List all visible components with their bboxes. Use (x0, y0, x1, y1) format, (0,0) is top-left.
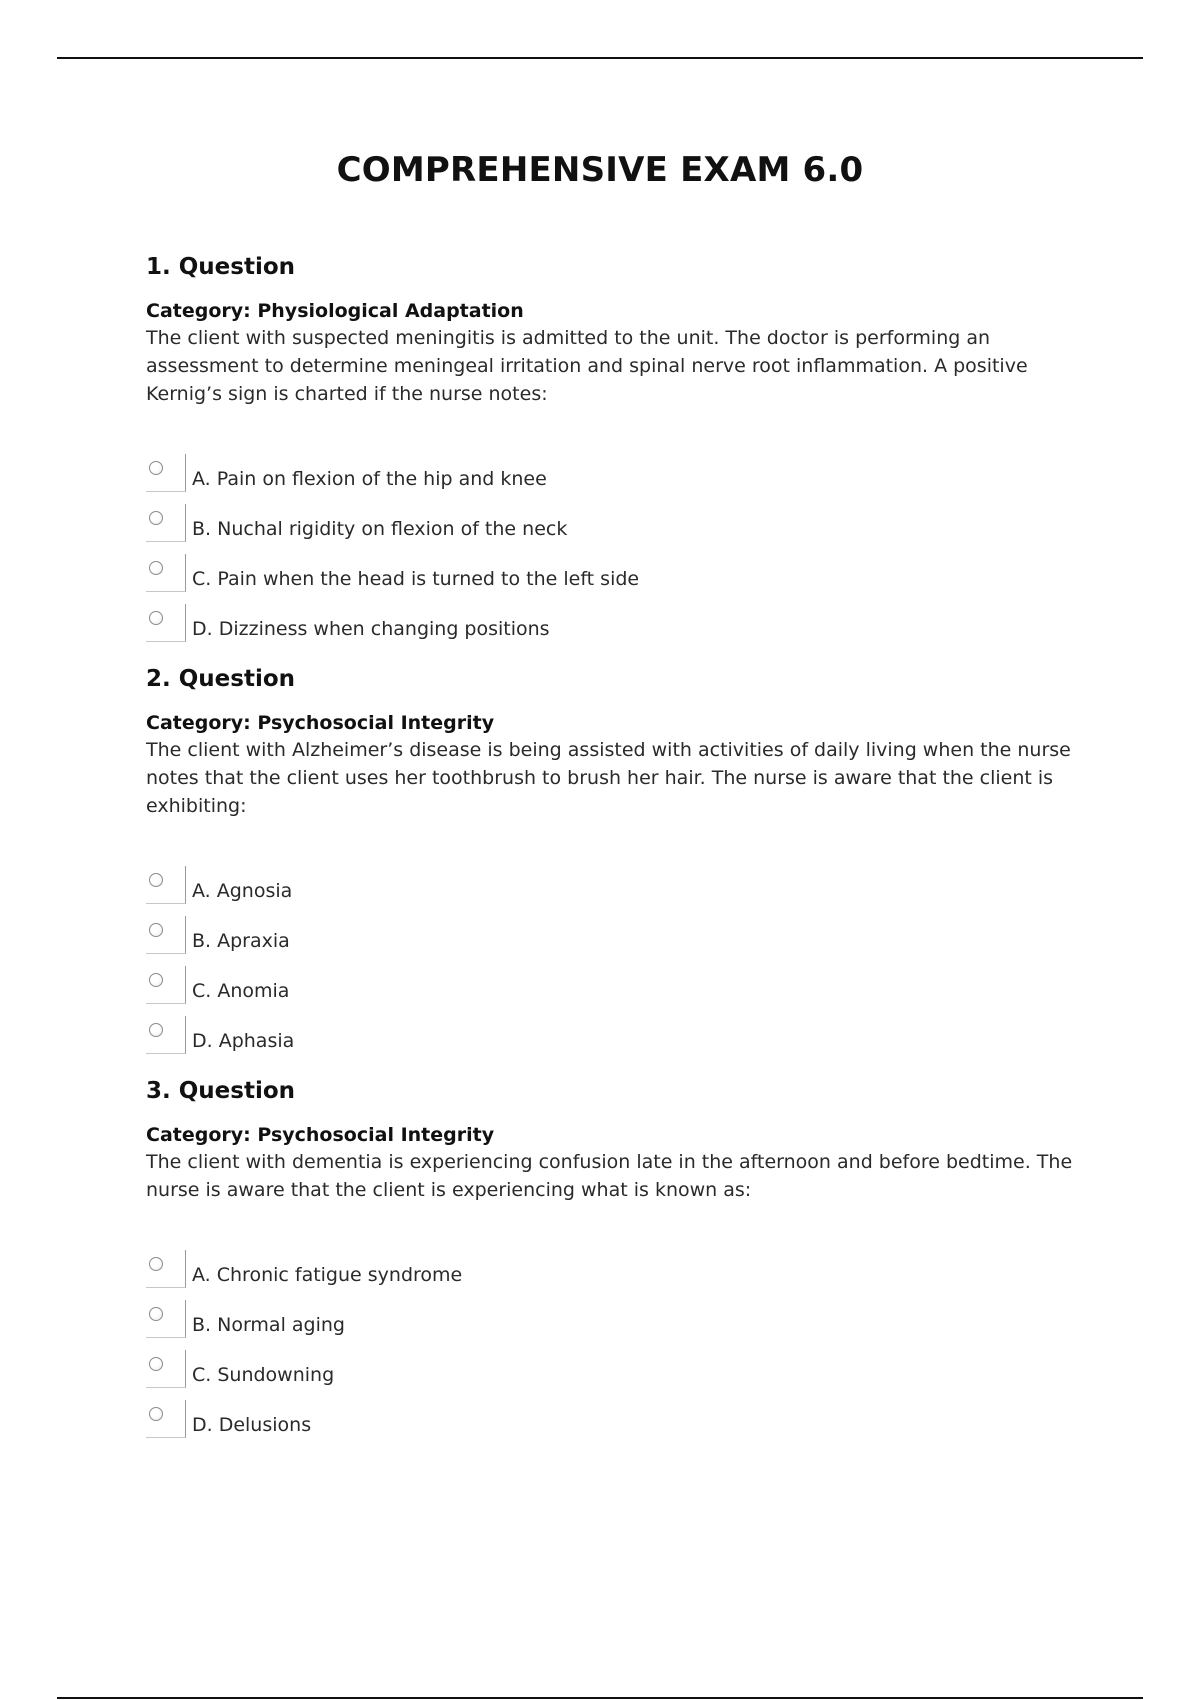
option-label: C. Sundowning (192, 1364, 335, 1386)
radio-circle-icon (149, 611, 163, 625)
radio-circle-icon (149, 1357, 163, 1371)
option-label: A. Agnosia (192, 880, 293, 902)
radio-button[interactable] (146, 916, 186, 954)
answer-option[interactable] (146, 1288, 1096, 1338)
radio-circle-icon (149, 923, 163, 937)
option-label: D. Aphasia (192, 1030, 295, 1052)
radio-button[interactable] (146, 1300, 186, 1338)
radio-circle-icon (149, 1407, 163, 1421)
option-label: D. Dizziness when changing positions (192, 618, 550, 640)
question-stem: The client with dementia is experiencing confusion late in the afternoon and before bedtime. The nurse is aware that the client is experiencing what is known as: (146, 1151, 1073, 1201)
option-label: C. Anomia (192, 980, 290, 1002)
radio-circle-icon (149, 561, 163, 575)
radio-button[interactable] (146, 1350, 186, 1388)
option-label: A. Chronic fatigue syndrome (192, 1264, 463, 1286)
question-category: Category: Psychosocial Integrity (146, 1124, 495, 1146)
question-2 (146, 664, 1096, 1054)
radio-button[interactable] (146, 1400, 186, 1438)
radio-circle-icon (149, 1023, 163, 1037)
question-category: Category: Physiological Adaptation (146, 300, 524, 322)
radio-circle-icon (149, 461, 163, 475)
answer-option[interactable] (146, 1238, 1096, 1288)
page-title: COMPREHENSIVE EXAM 6.0 (336, 150, 864, 190)
radio-circle-icon (149, 973, 163, 987)
radio-button[interactable] (146, 966, 186, 1004)
option-label: C. Pain when the head is turned to the left side (192, 568, 640, 590)
bottom-rule (57, 1697, 1143, 1699)
answer-option[interactable] (146, 542, 1096, 592)
radio-button[interactable] (146, 554, 186, 592)
radio-button[interactable] (146, 866, 186, 904)
answer-option[interactable] (146, 854, 1096, 904)
question-1 (146, 252, 1096, 642)
radio-circle-icon (149, 1307, 163, 1321)
radio-button[interactable] (146, 1016, 186, 1054)
radio-button[interactable] (146, 1250, 186, 1288)
option-label: B. Normal aging (192, 1314, 345, 1336)
question-stem: The client with Alzheimer’s disease is being assisted with activities of daily living when the nurse notes that the client uses her toothbrush to brush her hair. The nurse is aware that the client is exhibiting: (146, 739, 1071, 817)
radio-button[interactable] (146, 454, 186, 492)
question-stem: The client with suspected meningitis is admitted to the unit. The doctor is performing an assessment to determine meningeal irritation and spinal nerve root inflammation. A positive Kernig’s sign is charted if the nurse notes: (146, 327, 1028, 405)
answer-option[interactable] (146, 1338, 1096, 1388)
answer-options (146, 442, 1096, 642)
answer-option[interactable] (146, 954, 1096, 1004)
question-category: Category: Psychosocial Integrity (146, 712, 495, 734)
radio-circle-icon (149, 511, 163, 525)
answer-option[interactable] (146, 592, 1096, 642)
option-label: B. Apraxia (192, 930, 290, 952)
option-label: D. Delusions (192, 1414, 312, 1436)
answer-options (146, 854, 1096, 1054)
radio-circle-icon (149, 873, 163, 887)
radio-button[interactable] (146, 504, 186, 542)
answer-option[interactable] (146, 1388, 1096, 1438)
option-label: A. Pain on flexion of the hip and knee (192, 468, 547, 490)
answer-option[interactable] (146, 442, 1096, 492)
question-heading: 1. Question (146, 254, 296, 280)
answer-option[interactable] (146, 492, 1096, 542)
answer-options (146, 1238, 1096, 1438)
top-rule (57, 57, 1143, 59)
option-label: B. Nuchal rigidity on flexion of the neck (192, 518, 568, 540)
radio-circle-icon (149, 1257, 163, 1271)
answer-option[interactable] (146, 904, 1096, 954)
radio-button[interactable] (146, 604, 186, 642)
question-3 (146, 1076, 1096, 1438)
answer-option[interactable] (146, 1004, 1096, 1054)
question-heading: 2. Question (146, 666, 296, 692)
question-heading: 3. Question (146, 1078, 296, 1104)
